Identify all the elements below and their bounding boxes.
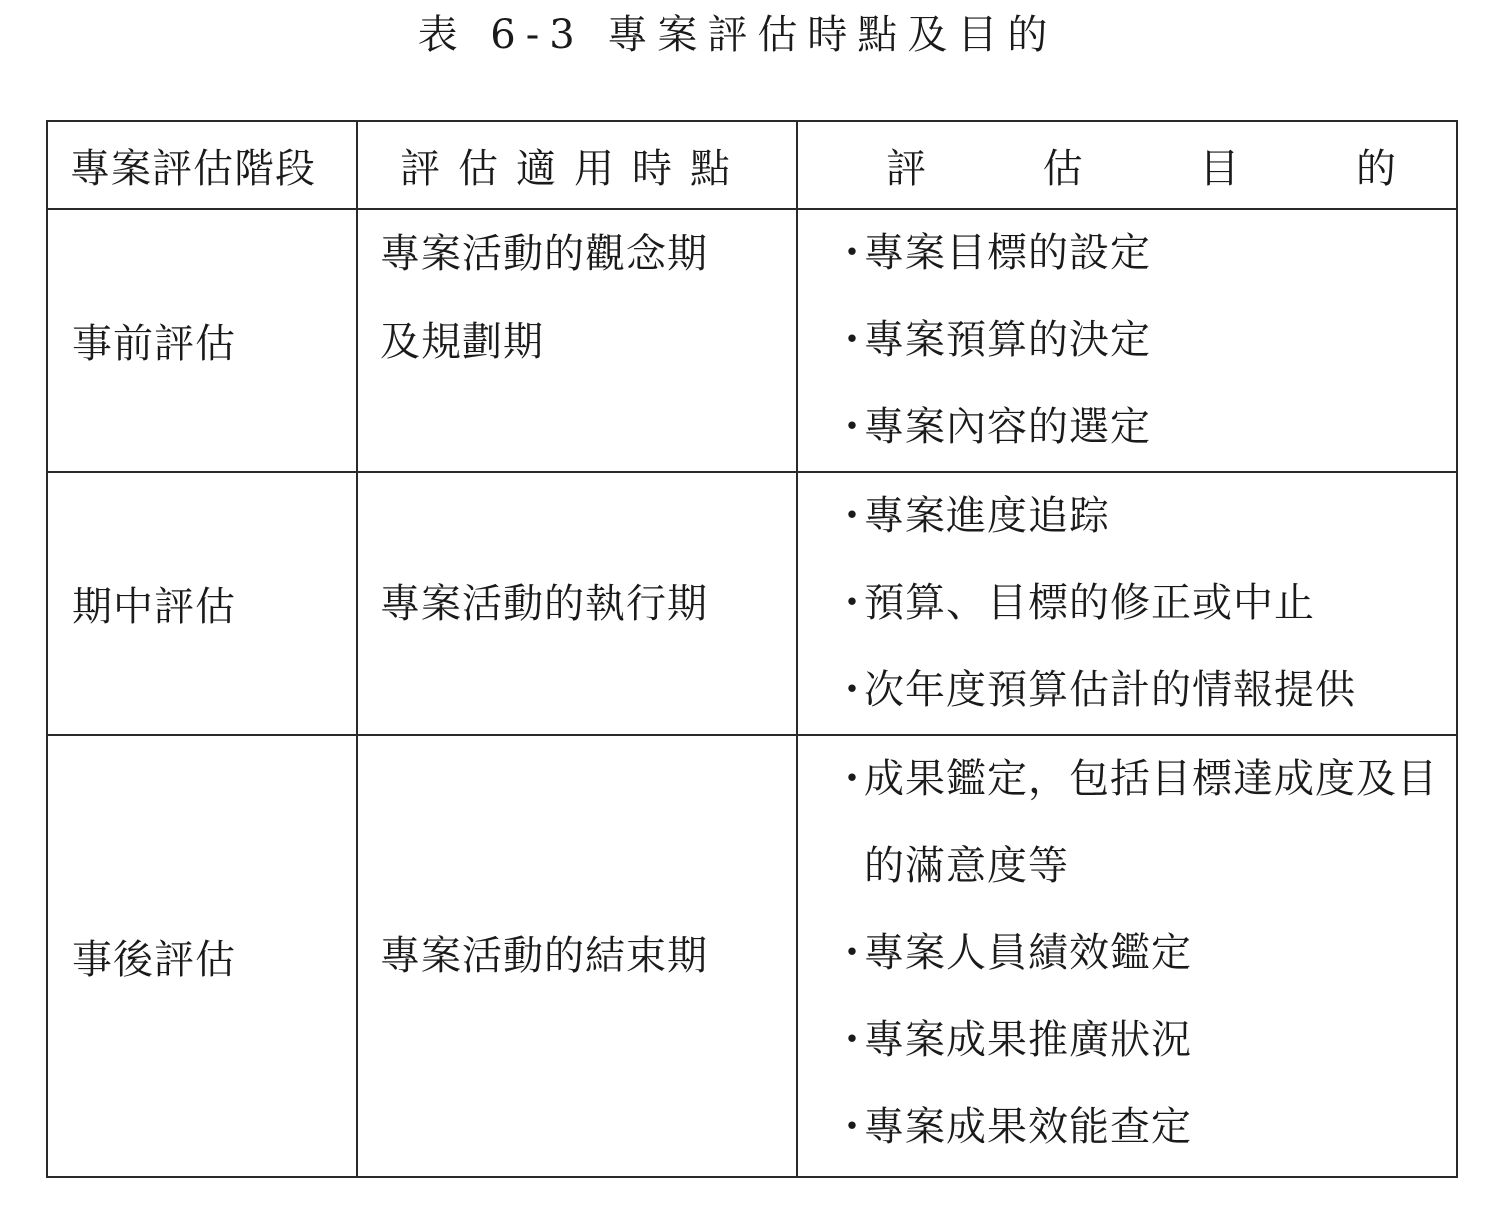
stage-cell: 事前評估 [47,209,357,472]
purpose-text: 專案成果推廣狀況 [864,1017,1192,1063]
bullet: ・ [832,756,873,802]
purpose-item [832,647,1456,734]
purpose-text: 預算、目標的修正或中止 [864,580,1315,626]
purpose-text: 專案進度追踪 [864,493,1110,539]
table-row [47,735,1457,1177]
header-purpose [797,121,1457,209]
purpose-text: 成果鑑定，包括目標達成度及目的滿意度等 [864,756,1438,889]
purpose-cell [797,735,1457,1177]
header-purpose-char: 評 [886,145,926,192]
header-timing: 評估適用時點 [357,121,797,209]
purpose-item [832,736,1456,910]
timing-line: 專案活動的執行期 [380,580,708,627]
purpose-text: 專案目標的設定 [864,230,1151,276]
stage-cell: 期中評估 [47,472,357,735]
purpose-item [832,1084,1456,1171]
purpose-item [832,297,1456,384]
table-row [47,472,1457,735]
header-purpose-char: 的 [1355,145,1396,192]
purpose-item [832,473,1456,560]
header-purpose-char: 估 [1042,145,1083,192]
stage-cell: 事後評估 [47,735,357,1177]
bullet: ・ [832,930,873,976]
purpose-cell [797,209,1457,472]
timing-cell [357,209,797,472]
purpose-text: 專案人員績效鑑定 [864,930,1192,976]
table-row [47,209,1457,472]
bullet: ・ [832,580,873,626]
purpose-text: 專案內容的選定 [864,404,1151,450]
purpose-item [832,910,1456,997]
purpose-item [832,997,1456,1084]
timing-cell [357,735,797,1177]
timing-line: 專案活動的結束期 [380,933,708,979]
purpose-item [832,210,1456,297]
purpose-text: 專案預算的決定 [864,317,1151,363]
timing-line: 及規劃期 [380,319,544,365]
purpose-item [832,560,1456,647]
bullet: ・ [832,230,873,276]
table-header-row [47,121,1457,209]
bullet: ・ [832,317,873,363]
bullet: ・ [832,1017,873,1063]
purpose-cell [797,472,1457,735]
timing-cell [357,472,797,735]
header-purpose-char: 目 [1199,145,1240,192]
header-stage: 專案評估階段 [47,121,357,209]
bullet: ・ [832,404,873,450]
purpose-text: 次年度預算估計的情報提供 [864,667,1356,713]
bullet: ・ [832,493,873,539]
table-caption: 表 6-3 專案評估時點及目的 [417,12,1058,58]
timing-line: 專案活動的觀念期 [380,231,708,277]
purpose-text: 專案成果效能查定 [864,1104,1192,1150]
bullet: ・ [832,1104,873,1150]
purpose-item [832,384,1456,471]
evaluation-table [46,120,1458,1178]
bullet: ・ [832,667,873,713]
